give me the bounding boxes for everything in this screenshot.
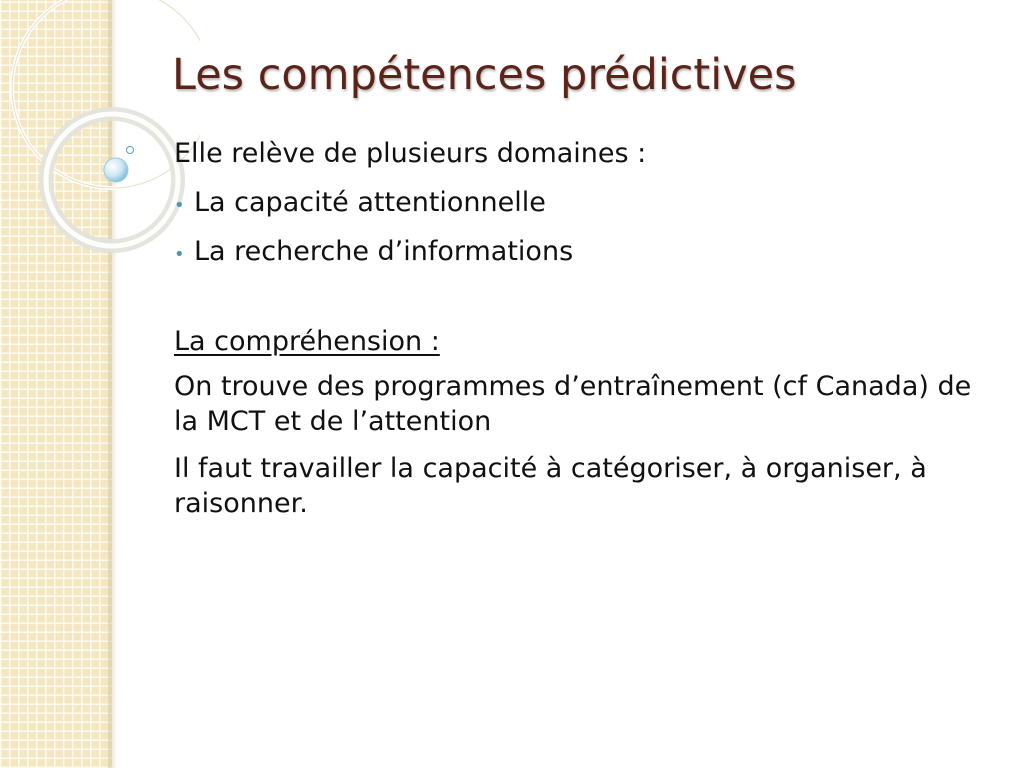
slide-title: Les compétences prédictives: [172, 50, 797, 100]
dot-bullet-icon: •: [174, 244, 185, 266]
list-item: [174, 230, 994, 273]
dot-bullet-icon: •: [174, 195, 185, 217]
blue-orb-icon: [104, 158, 128, 182]
spacer: [174, 280, 994, 320]
slide-body: [174, 132, 994, 533]
list-item: [174, 181, 994, 224]
paragraph: Il faut travailler la capacité à catégoriser, à organiser, à raisonner.: [174, 452, 927, 520]
list-item-text: La capacité attentionnelle: [194, 187, 546, 219]
intro-text: Elle relève de plusieurs domaines :: [174, 138, 647, 169]
decorative-rings-icon: [0, 0, 200, 260]
section-heading: La compréhension :: [174, 325, 440, 357]
small-circle-bullet-icon: [126, 146, 134, 154]
list-item-text: La recherche d’informations: [194, 236, 574, 268]
paragraph: On trouve des programmes d’entraînement (cf Canada) de la MCT et de l’attention: [174, 370, 972, 437]
